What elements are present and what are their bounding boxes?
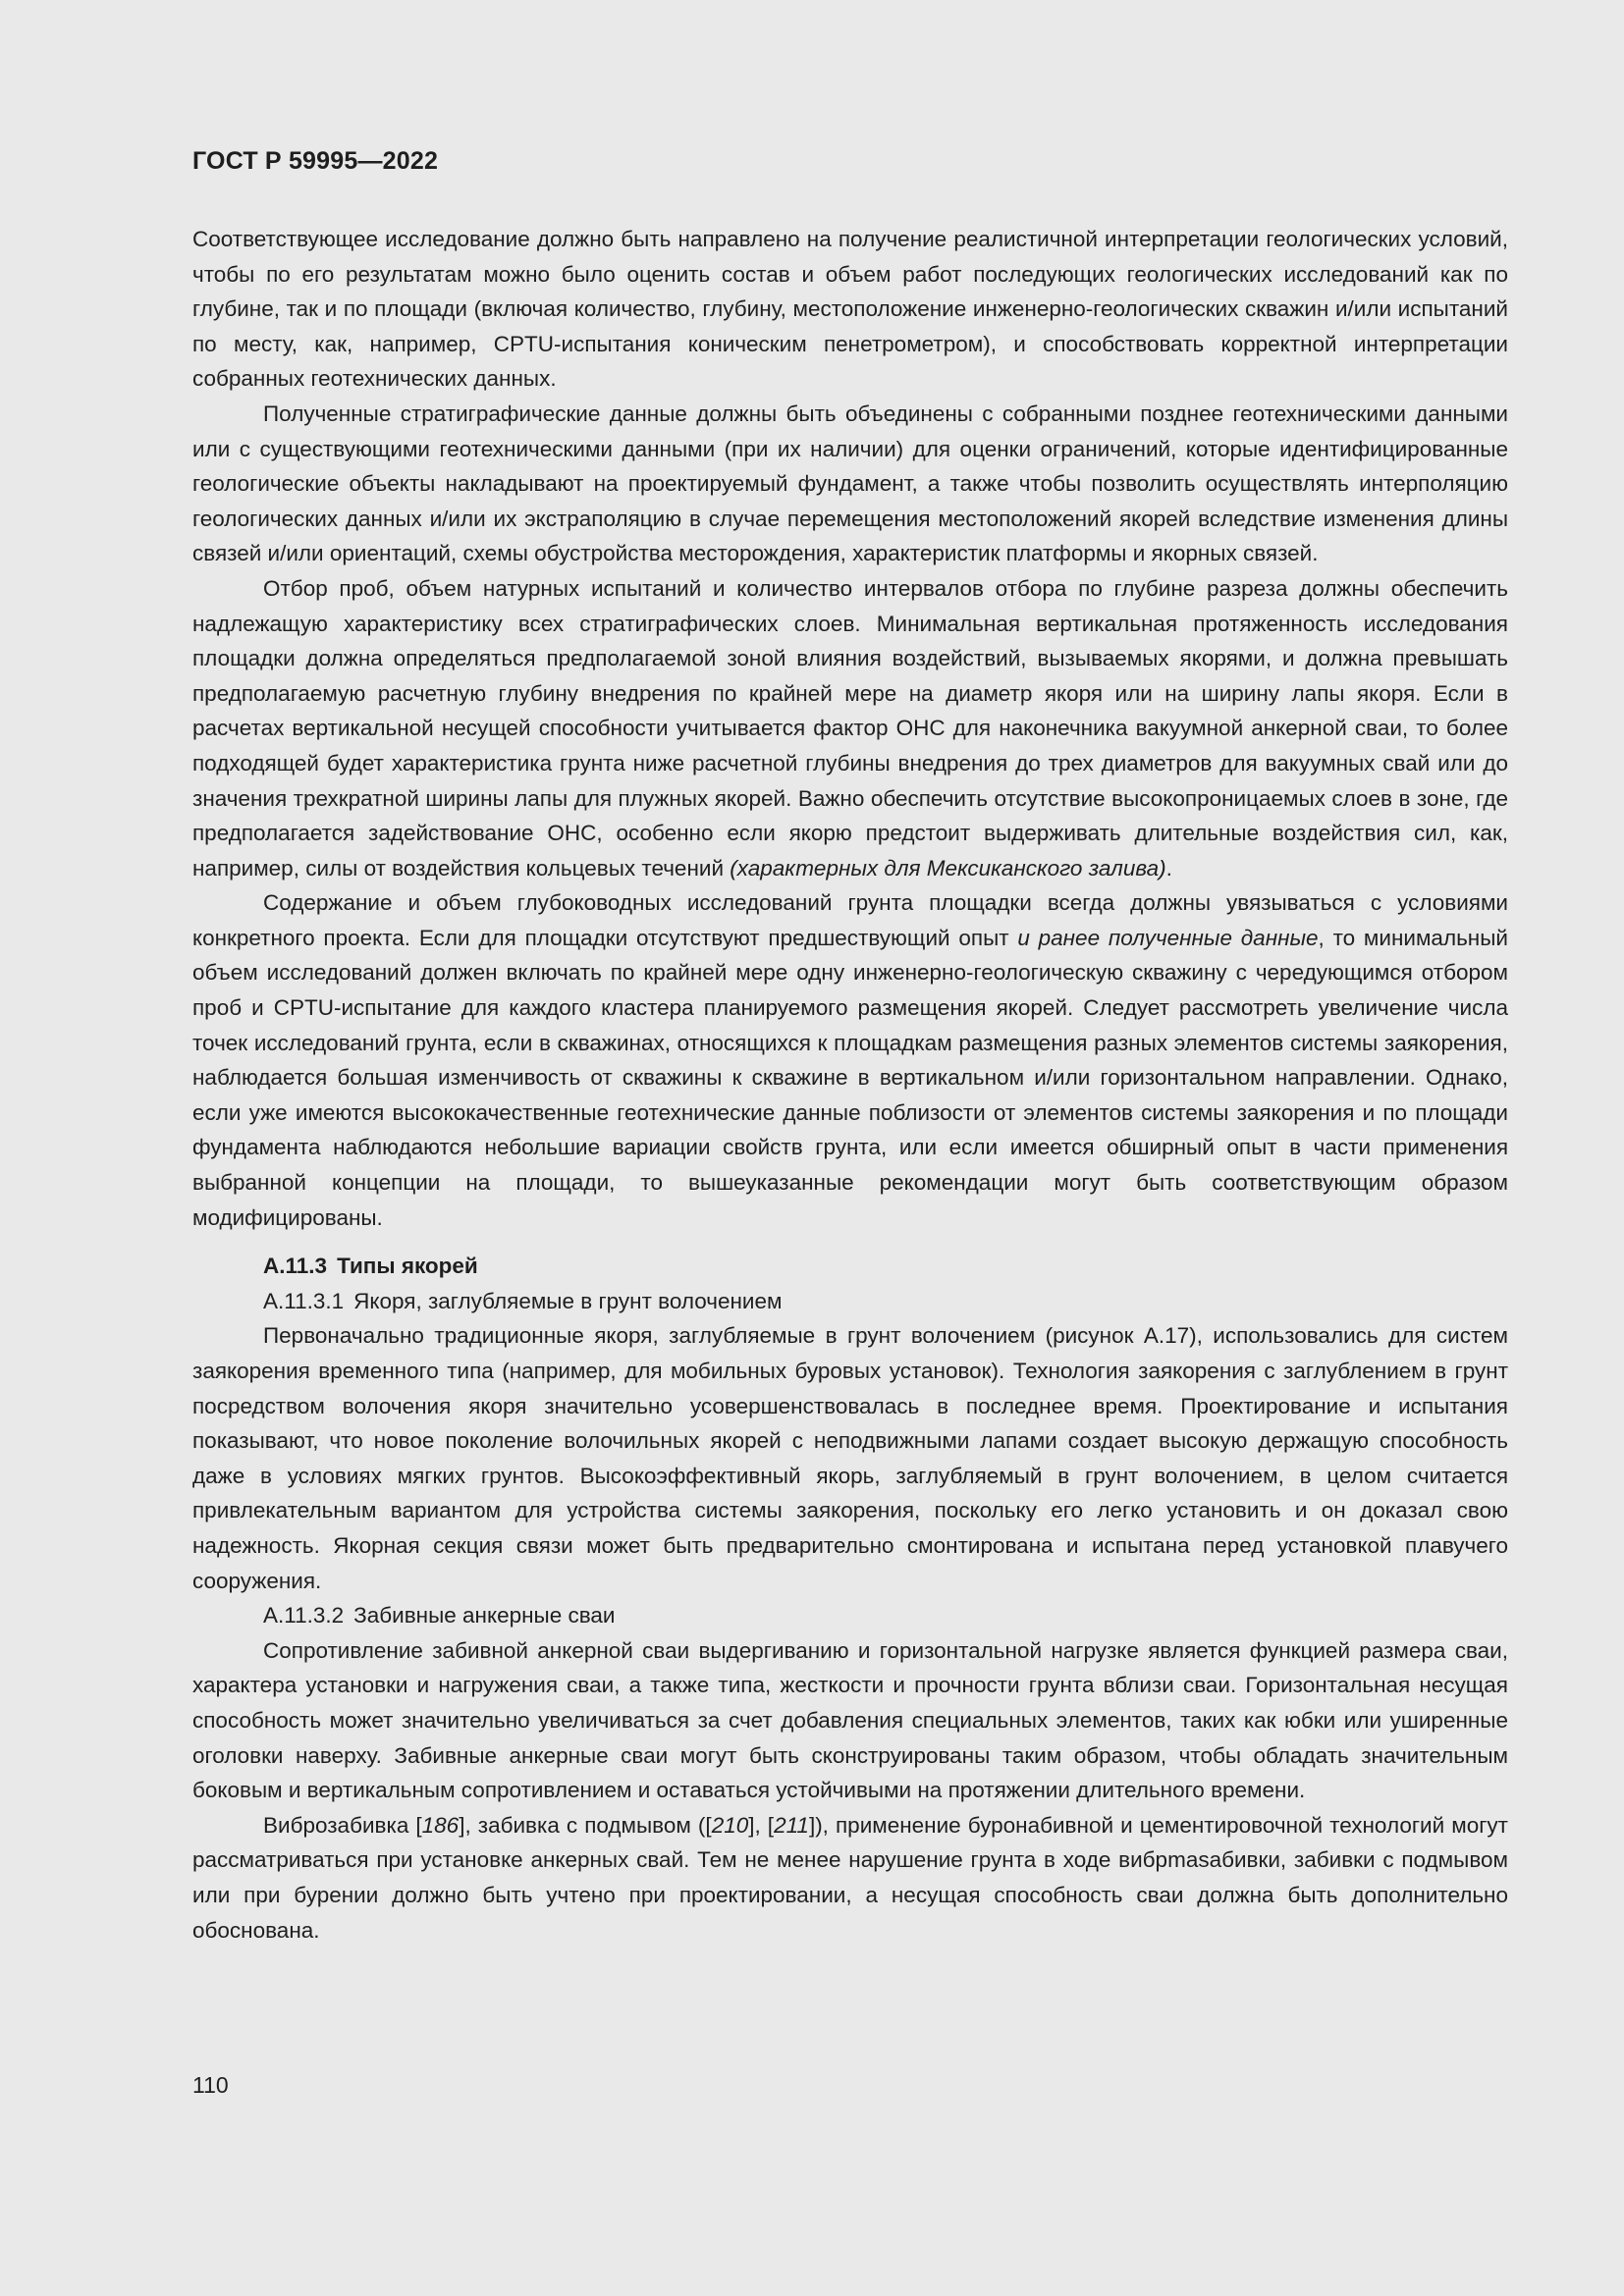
subsection-number-2: А.11.3.2: [263, 1603, 345, 1629]
paragraph-3-italic: (характерных для Мексиканского залива): [730, 855, 1166, 881]
paragraph-4-tail: , то минимальный объем исследований должен включать по крайней мере одну инженерно-геологическую скважину с чередующимся отбором проб и CPTU-испытание для каждого кластера планируемого размещения якорей. Следует рассмотреть увеличение числа точек исследований грунта, если в скважинах, относящихся к площадкам размещения разных элементов системы заякорения, наблюдается большая изменчивость от скважины к скважине в вертикальном и/или горизонтальном направлении. Однако, если уже имеются высококачественные геотехнические данные поблизости от элементов системы заякорения и по площади фундамента наблюдаются небольшие вариации свойств грунта, или если имеется обширный опыт в части применения выбранной концепции на площади, то вышеуказанные рекомендации могут быть соответствующим образом модифицированы.: [192, 925, 1508, 1230]
paragraph-3-text: Отбор проб, объем натурных испытаний и количество интервалов отбора по глубине разреза должны обеспечить надлежащую характеристику всех стратиграфических слоев. Минимальная вертикальная протяженность исследования площадки должна определяться предполагаемой зоной влияния воздействий, вызываемых якорями, и должна превышать предполагаемую расчетную глубину внедрения по крайней мере на диаметр якоря или на ширину лапы якоря. Если в расчетах вертикальной несущей способности учитывается фактор ОНС для наконечника вакуумной анкерной сваи, то более подходящей будет характеристика грунта ниже расчетной глубины внедрения до трех диаметров для вакуумных свай или до значения трехкратной ширины лапы для плужных якорей. Важно обеспечить отсутствие высокопроницаемых слоев в зоне, где предполагается задействование ОНС, особенно если якорю предстоит выдерживать длительные воздействия сил, как, например, силы от воздействия кольцевых течений: [192, 575, 1508, 881]
paragraph-4-italic: и ранее полученные данные: [1017, 925, 1319, 950]
paragraph-1: Соответствующее исследование должно быть направлено на получение реалистичной интерпретации геологических условий, чтобы по его результатам можно было оценить состав и объем работ последующих геологических исследований как по глубине, так и по площади (включая количество, глубину, местоположение инженерно-геологических скважин и/или испытаний по месту, как, например, CPTU-испытания коническим пенетрометром), и способствовать корректной интерпретации собранных геотехнических данных.: [192, 227, 1508, 392]
paragraph-6: Сопротивление забивной анкерной сваи выдергиванию и горизонтальной нагрузке является функцией размера сваи, характера установки и нагружения сваи, а также типа, жесткости и прочности грунта вблизи сваи. Горизонтальная несущая способность может значительно увеличиваться за счет добавления специальных элементов, таких как юбки или уширенные оголовки наверху. Забивные анкерные сваи могут быть сконструированы таким образом, чтобы обладать значительным боковым и вертикальным сопротивлением и оставаться устойчивыми на протяжении длительного времени.: [192, 1637, 1508, 1803]
reference-211: 211: [774, 1812, 809, 1838]
section-title: Типы якорей: [337, 1254, 478, 1279]
paragraph-4-text: Содержание и объем глубоководных исследований грунта площадки всегда должны увязываться с условиями конкретного проекта. Если для площадки отсутствуют предшествующий опыт: [192, 890, 1508, 950]
subsection-title-2: Забивные анкерные сваи: [353, 1603, 616, 1629]
paragraph-7: [192, 1808, 1508, 1948]
reference-186: 186: [421, 1812, 460, 1838]
subsection-heading-1: [192, 1284, 1508, 1319]
reference-210: 210: [711, 1812, 749, 1838]
standard-designation: ГОСТ Р 59995—2022: [192, 147, 439, 175]
paragraph-3: [192, 571, 1508, 885]
section-heading: [192, 1249, 1508, 1284]
subsection-number-1: А.11.3.1: [263, 1288, 345, 1313]
paragraph-2: Полученные стратиграфические данные должны быть объединены с собранными позднее геотехническими данными или с существующими геотехническими данными (при их наличии) для оценки ограничений, которые идентифицированные геологические объекты накладывают на проектируемый фундамент, а также чтобы позволить осуществлять интерполяцию геологических данных и/или их экстраполяцию в случае перемещения местоположений якорей вследствие изменения длины связей и/или ориентаций, схемы обустройства месторождения, характеристик платформы и якорных связей.: [192, 400, 1508, 566]
page-number: 110: [192, 2072, 229, 2098]
paragraph-7-part-1: Виброзабивка [: [263, 1812, 422, 1838]
subsection-heading-2: [192, 1598, 1508, 1633]
paragraph-7-part-2: ], забивка с подмывом ([: [459, 1812, 712, 1838]
document-body: [192, 222, 1508, 1948]
subsection-title-1: Якоря, заглубляемые в грунт волочением: [353, 1288, 783, 1313]
paragraph-7-part-3: ], [: [748, 1812, 775, 1838]
paragraph-5: Первоначально традиционные якоря, заглубляемые в грунт волочением (рисунок А.17), использовались для систем заякорения временного типа (например, для мобильных буровых установок). Технология заякорения с заглублением в грунт посредством волочения якоря значительно усовершенствовалась в последнее время. Проектирование и испытания показывают, что новое поколение волочильных якорей с неподвижными лапами создает высокую держащую способность даже в условиях мягких грунтов. Высокоэффективный якорь, заглубляемый в грунт волочением, в целом считается привлекательным вариантом для устройства системы заякорения, поскольку его легко установить и он доказал свою надежность. Якорная секция связи может быть предварительно смонтирована и испытана перед установкой плавучего сооружения.: [192, 1323, 1508, 1593]
paragraph-7-part-4: ]), применение буронабивной и цементировочной технологий могут рассматриваться при установке анкерных свай. Тем не менее нарушение грунта в ходе вибрmasaбивки, забивки с подмывом или при бурении должно быть учтено при проектировании, а несущая способность сваи должна быть дополнительно обоснована.: [192, 1812, 1508, 1943]
paragraph-4: [192, 885, 1508, 1235]
section-number: А.11.3: [263, 1254, 328, 1279]
paragraph-3-tail: .: [1165, 855, 1172, 881]
